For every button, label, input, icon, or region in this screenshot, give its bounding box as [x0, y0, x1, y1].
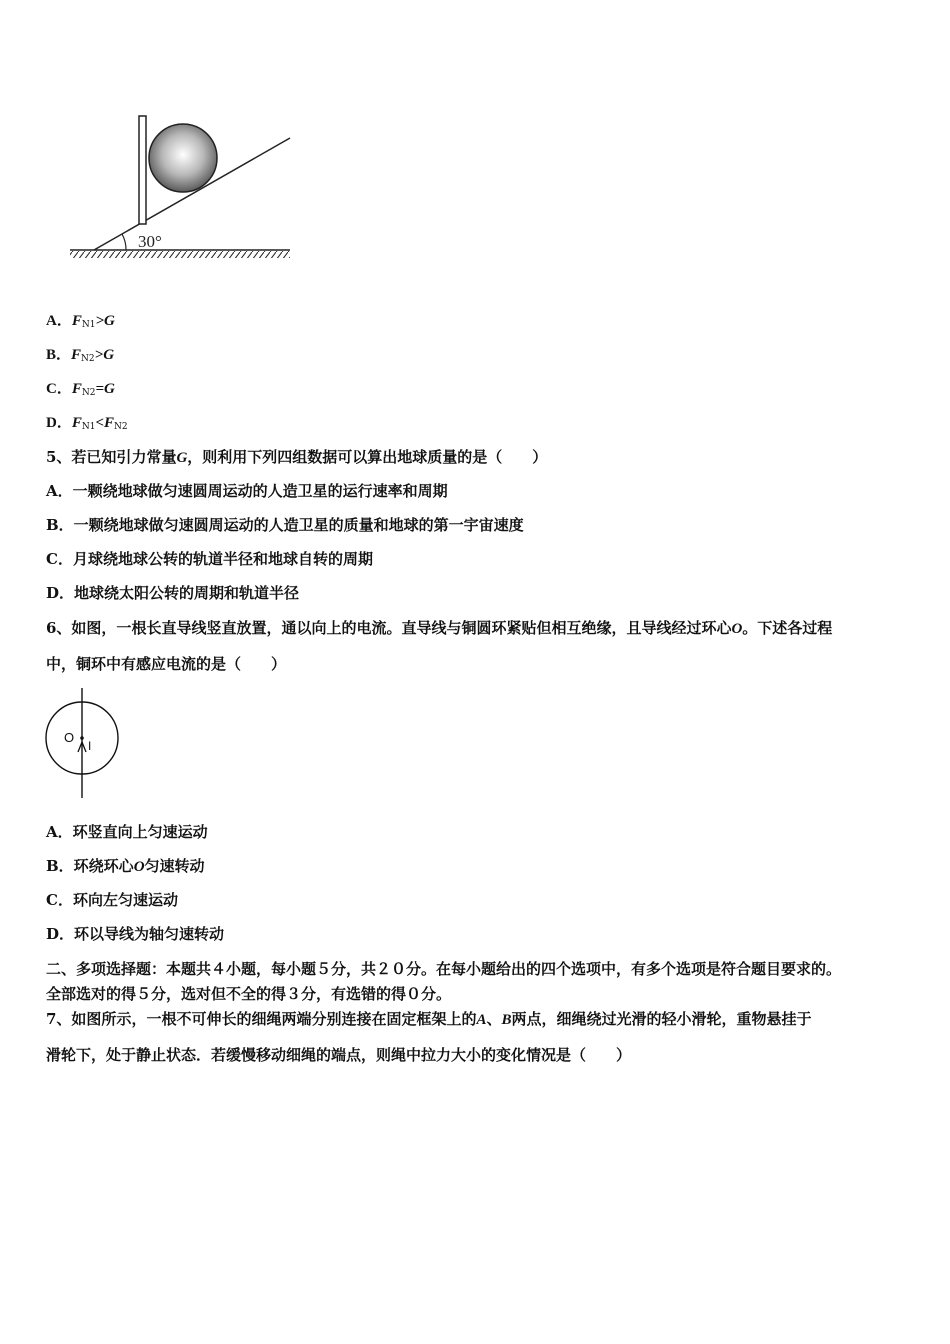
q6-stem-line1: 6、如图，一根长直导线竖直放置，通以向上的电流。直导线与铜圆环紧贴但相互绝缘，且导线经过环心O。下述各过程	[46, 619, 833, 637]
q6-option-d[interactable]: D．环以导线为轴匀速转动	[46, 925, 225, 943]
q6-option-c[interactable]: C．环向左匀速运动	[46, 891, 178, 909]
q5-option-c[interactable]: C．月球绕地球公转的轨道半径和地球自转的周期	[46, 550, 373, 568]
q6-option-b[interactable]: B．环绕环心O匀速转动	[46, 857, 205, 875]
incline-ball-figure	[66, 108, 296, 268]
q5-stem: 5、若已知引力常量G，则利用下列四组数据可以算出地球质量的是（ ）	[46, 448, 548, 466]
q6-stem-line2: 中，铜环中有感应电流的是（ ）	[46, 655, 287, 673]
q6-option-a[interactable]: A．环竖直向上匀速运动	[46, 823, 208, 841]
q5-option-a[interactable]: A．一颗绕地球做匀速圆周运动的人造卫星的运行速率和周期	[46, 482, 448, 500]
q4-option-c[interactable]: C．$F_{N2}=G$	[46, 381, 115, 398]
section2-heading-line2: 全部选对的得５分，选对但不全的得３分，有选错的得０分。	[46, 985, 452, 1003]
q4-option-a[interactable]: A．$F_{N1}>G$	[46, 313, 115, 330]
angle-label: 30°	[138, 232, 162, 251]
current-label: I	[88, 739, 92, 753]
q7-stem-line1: 7、如图所示，一根不可伸长的细绳两端分别连接在固定框架上的A、B两点，细绳绕过光滑的轻小滑轮，重物悬挂于	[46, 1010, 812, 1028]
q7-stem-line2: 滑轮下，处于静止状态．若缓慢移动细绳的端点，则绳中拉力大小的变化情况是（ ）	[46, 1046, 632, 1064]
ground	[70, 250, 290, 258]
center-label: O	[64, 730, 75, 745]
q4-option-d[interactable]: D．$F_{N1}<F_{N2}$	[46, 415, 128, 432]
ball	[149, 124, 217, 192]
ring-wire-figure	[40, 686, 126, 802]
angle-arc	[122, 234, 126, 250]
q5-option-d[interactable]: D．地球绕太阳公转的周期和轨道半径	[46, 584, 300, 602]
q5-option-b[interactable]: B．一颗绕地球做匀速圆周运动的人造卫星的质量和地球的第一宇宙速度	[46, 516, 524, 534]
q4-option-b[interactable]: B．$F_{N2}>G$	[46, 347, 115, 364]
vertical-board	[139, 116, 146, 224]
ring-center-dot	[80, 736, 84, 740]
section2-heading-line1: 二、多项选择题：本题共４小题，每小题５分，共２０分。在每小题给出的四个选项中，有多个选项是符合题目要求的。	[46, 960, 842, 978]
